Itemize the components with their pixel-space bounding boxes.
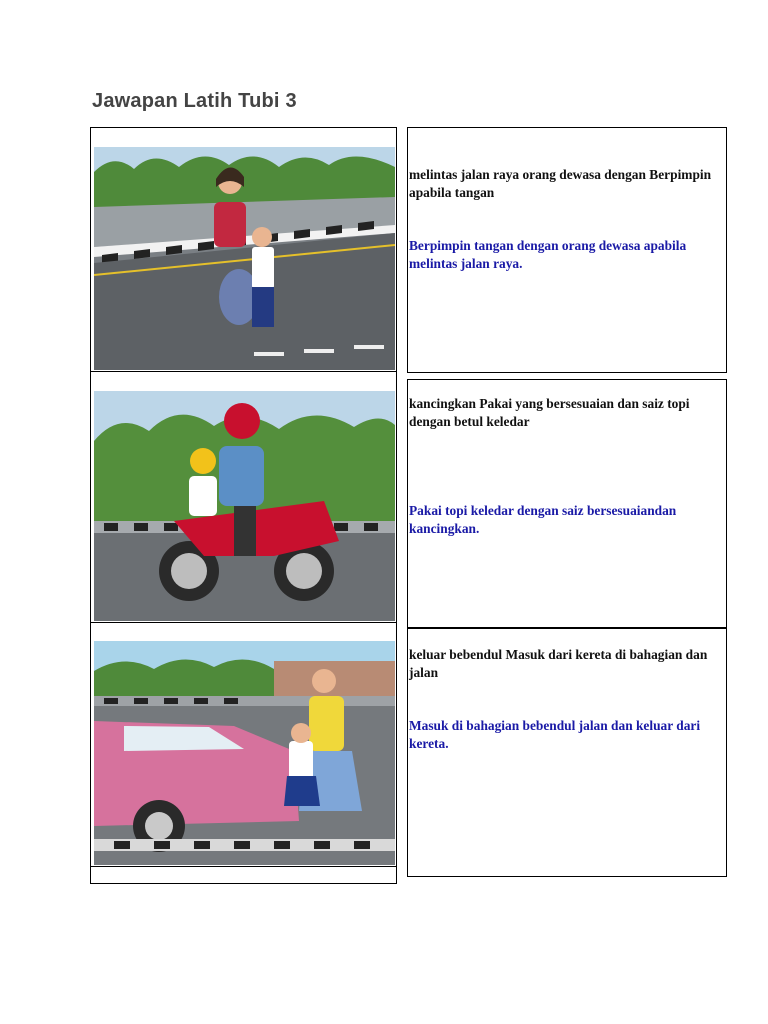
answer-text: Pakai topi keledar dengan saiz bersesuaiandan kancingkan. <box>409 503 677 536</box>
question-text: kancingkan Pakai yang bersesuaian dan saiz topi dengan betul keledar <box>409 396 690 429</box>
row-divider <box>90 622 397 623</box>
illustration-crossing-road <box>94 147 395 370</box>
question-text: keluar bebendul Masuk dari kereta di bahagian dan jalan <box>409 647 708 680</box>
answer-text: Berpimpin tangan dengan orang dewasa apabila melintas jalan raya. <box>409 238 687 271</box>
question-text: melintas jalan raya orang dewasa dengan Berpimpin apabila tangan <box>409 167 712 200</box>
page-title: Jawapan Latih Tubi 3 <box>92 90 297 112</box>
illustration-motorcycle-helmet <box>94 391 395 621</box>
answer-text: Masuk di bahagian bebendul jalan dan keluar dari kereta. <box>409 718 701 751</box>
row-divider <box>90 371 397 372</box>
illustration-exit-car <box>94 641 395 865</box>
row-divider <box>90 866 397 867</box>
